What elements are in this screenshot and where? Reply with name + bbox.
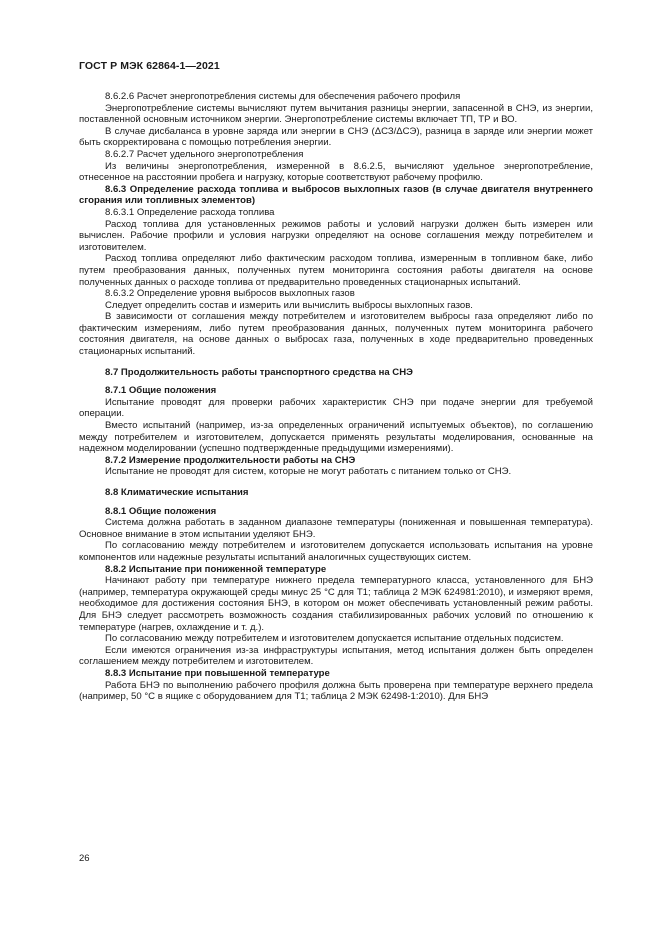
paragraph: Из величины энергопотребления, измеренной в 8.6.2.5, вычисляют удельное энергопотребление, отнесенное на расстоянии пробега и нагрузку, которые соответствуют рабочему профилю.	[79, 160, 593, 184]
clause-8-8-2-heading: 8.8.2 Испытание при пониженной температуре	[105, 563, 327, 575]
paragraph: Испытание проводят для проверки рабочих характеристик СНЭ при подаче энергии для требуемой операции.	[79, 396, 593, 420]
paragraph: Испытание не проводят для систем, которые не могут работать с питанием только от СНЭ.	[105, 466, 512, 478]
paragraph: В случае дисбаланса в уровне заряда или энергии в СНЭ (ΔСЗ/ΔСЭ), разница в заряде или энергии может быть скорректирована с помощью потребления энергии.	[79, 125, 593, 149]
clause-8-6-2-7-title: 8.6.2.7 Расчет удельного энергопотребления	[105, 148, 304, 160]
paragraph: В зависимости от соглашения между потребителем и изготовителем выбросы газа определяют либо по фактическим измерениям, либо путем преобразования данных, полученных путем мониторинга рабочего состояния двигателя, на основе данных о выбросах газа, полученных в ходе предварительно проведенных стационарных испытаний.	[79, 311, 593, 358]
paragraph: По согласованию между потребителем и изготовителем допускается использовать испытания на уровне компонентов или надежные результаты испытаний аналогичных существующих систем.	[79, 540, 593, 563]
paragraph: Начинают работу при температуре нижнего предела температурного класса, установленного для БНЭ (например, температура окружающей среды минус 25 °С для Т1; таблица 2 МЭК 624981:2010), и измеряют время, необходимое для достижения состояния БНЭ, в котором он может обеспечивать установленный режим работы. Для БНЭ следует рассмотреть возможность создания стабилизированных рабочих условий по отношению к температуре (нагрев, охлаждение и т. д.).	[79, 575, 593, 633]
section-8-7-heading: 8.7 Продолжительность работы транспортного средства на СНЭ	[105, 366, 413, 378]
clause-8-7-1-heading: 8.7.1 Общие положения	[105, 385, 217, 397]
paragraph: По согласованию между потребителем и изготовителем допускается испытание отдельных подсистем.	[105, 633, 564, 645]
page-number: 26	[79, 853, 90, 864]
section-8-8-heading: 8.8 Климатические испытания	[105, 487, 249, 498]
clause-8-6-3-2-title: 8.6.3.2 Определение уровня выбросов выхлопных газов	[105, 288, 355, 300]
paragraph: Расход топлива для установленных режимов работы и условий нагрузки должен быть измерен или вычислен. Рабочие профили и условия нагрузки определяют на основе соглашения между потребителем и изготовителем.	[79, 218, 593, 253]
paragraph: Работа БНЭ по выполнению рабочего профиля должна быть проверена при температуре верхнего предела (например, 50 °С в ящике с оборудованием для Т1; таблица 2 МЭК 62498-1:2010). Для БНЭ	[79, 679, 593, 703]
clause-8-8-1-heading: 8.8.1 Общие положения	[105, 505, 217, 517]
clause-8-7-2-heading: 8.7.2 Измерение продолжительности работы на СНЭ	[105, 454, 356, 466]
paragraph: Расход топлива определяют либо фактическим расходом топлива, измеренным в топливном баке, либо путем преобразования данных, полученных путем мониторинга состояния работы двигателя на основе полученных данных о расходе топлива от предварительно проведенных стационарных испытаний.	[79, 253, 593, 288]
paragraph: Система должна работать в заданном диапазоне температуры (пониженная и повышенная температура). Основное внимание в этом испытании уделяют БНЭ.	[79, 517, 593, 540]
paragraph: Энергопотребление системы вычисляют путем вычитания разницы энергии, запасенной в СНЭ, из энергии, поставленной основным источником энергии. Энергопотребление системы включает ТП, ТР и ВО.	[79, 102, 593, 126]
paragraph: Если имеются ограничения из-за инфраструктуры испытания, метод испытания должен быть определен соглашением между потребителем и изготовителем.	[79, 644, 593, 668]
clause-8-6-3-heading: 8.6.3 Определение расхода топлива и выбросов выхлопных газов (в случае двигателя внутреннего сгорания или топливных элементов)	[79, 183, 593, 207]
paragraph: Вместо испытаний (например, из-за определенных ограничений испытуемых объектов), по соглашению между потребителем и изготовителем, допускается применять результаты моделирования, основанные на надежном моделировании (успешно подтвержденные предыдущими измерениями).	[79, 420, 593, 455]
clause-8-8-3-heading: 8.8.3 Испытание при повышенной температуре	[105, 667, 330, 679]
standard-header: ГОСТ Р МЭК 62864-1—2021	[79, 60, 220, 72]
clause-8-6-3-1-title: 8.6.3.1 Определение расхода топлива	[105, 206, 275, 218]
document-body	[79, 91, 593, 703]
clause-8-6-2-6-title: 8.6.2.6 Расчет энергопотребления системы для обеспечения рабочего профиля	[105, 91, 461, 102]
paragraph: Следует определить состав и измерить или вычислить выбросы выхлопных газов.	[105, 299, 473, 311]
